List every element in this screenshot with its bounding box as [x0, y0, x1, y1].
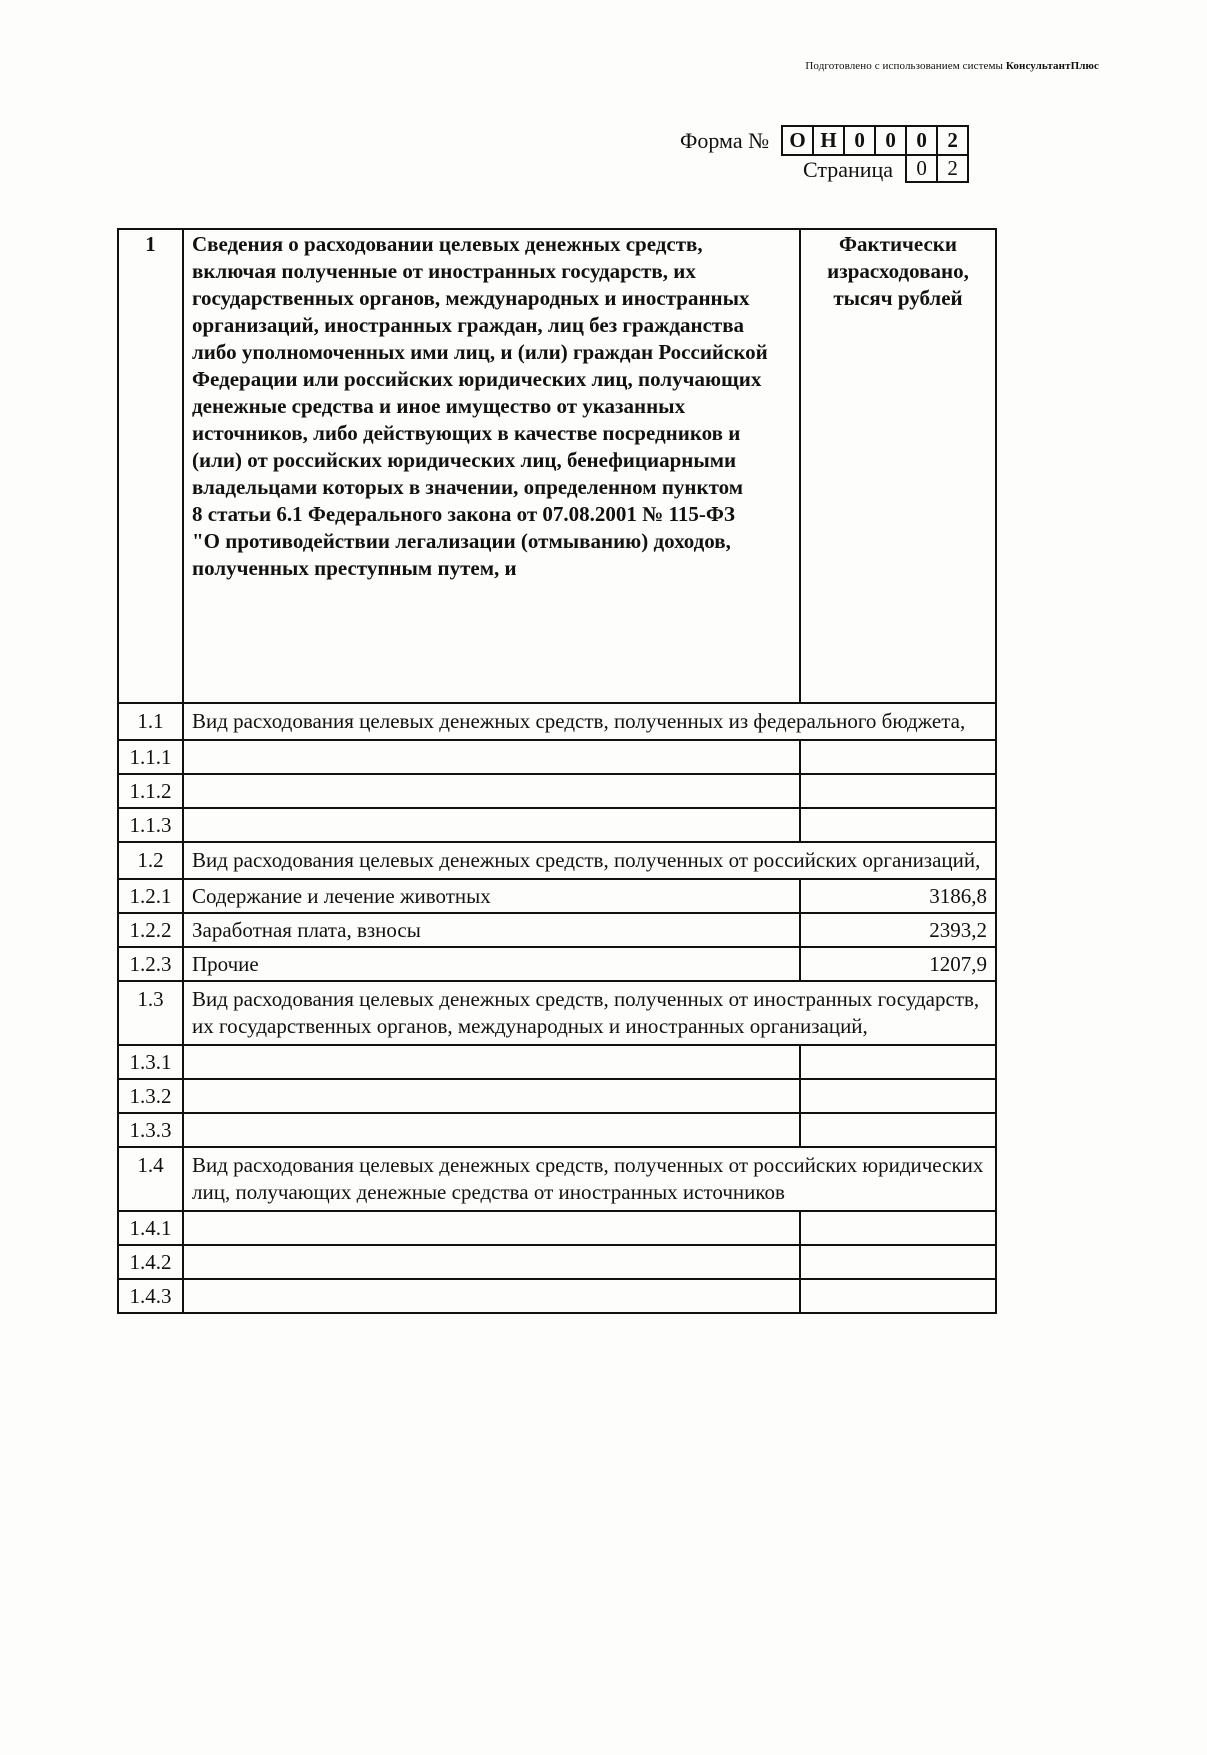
row-value[interactable]: [800, 774, 996, 808]
row-label[interactable]: [183, 1045, 800, 1079]
row-label[interactable]: [183, 740, 800, 774]
header-num: 1: [118, 229, 183, 703]
row-num: 1.3.2: [118, 1079, 183, 1113]
header-value-label: Фактически израсходовано, тысяч рублей: [800, 229, 996, 703]
row-num: 1.2.3: [118, 947, 183, 981]
table-row: [118, 740, 996, 774]
row-value[interactable]: [800, 740, 996, 774]
header-text-law-title: "О противодействии легализации (отмыванию) доходов, полученных преступным путем, и: [192, 529, 731, 580]
row-label[interactable]: [183, 1279, 800, 1313]
row-num: 1.1.3: [118, 808, 183, 842]
row-num: 1.4.2: [118, 1245, 183, 1279]
table-row: [118, 1113, 996, 1147]
row-value[interactable]: [800, 808, 996, 842]
table-row: [118, 1211, 996, 1245]
form-code-cell: О: [783, 127, 814, 154]
table-row: [118, 1245, 996, 1279]
section-text-continued: их государственных органов, международных и иностранных организаций,: [192, 1014, 868, 1038]
section-row: [118, 981, 996, 1045]
row-label[interactable]: Заработная плата, взносы: [183, 913, 800, 947]
row-value[interactable]: 2393,2: [800, 913, 996, 947]
header-text-block: [192, 231, 791, 701]
row-num: 1.3.1: [118, 1045, 183, 1079]
table-row: [118, 808, 996, 842]
row-value[interactable]: [800, 1245, 996, 1279]
table-row: [118, 774, 996, 808]
row-num: 1.4.3: [118, 1279, 183, 1313]
section-row: [118, 703, 996, 740]
row-label[interactable]: [183, 1079, 800, 1113]
row-label[interactable]: [183, 1113, 800, 1147]
section-text: Вид расходования целевых денежных средств, полученных из федерального бюджета,: [183, 703, 996, 740]
section-text-cell: [183, 981, 996, 1045]
row-num: 1.2.2: [118, 913, 183, 947]
expenditure-table: [117, 228, 997, 1314]
page-number-cell: 0: [907, 156, 938, 181]
note-brand: КонсультантПлюс: [1005, 60, 1099, 72]
note-prefix: Подготовлено с использованием системы: [805, 60, 1006, 72]
form-code-cell: 0: [876, 127, 907, 154]
row-value[interactable]: [800, 1279, 996, 1313]
form-number-box: [680, 125, 969, 183]
header-text-cell: [183, 229, 800, 703]
row-label[interactable]: [183, 808, 800, 842]
row-value[interactable]: [800, 1045, 996, 1079]
table-row: [118, 879, 996, 913]
form-code-cell: Н: [814, 127, 845, 154]
form-code-cell: 0: [907, 127, 938, 154]
row-value[interactable]: [800, 1079, 996, 1113]
row-num: 1.4.1: [118, 1211, 183, 1245]
section-text: Вид расходования целевых денежных средств, полученных от иностранных государств,: [192, 987, 980, 1011]
table-header-row: [118, 229, 996, 703]
section-row: [118, 842, 996, 879]
form-number-row: [680, 125, 969, 156]
row-label[interactable]: Прочие: [183, 947, 800, 981]
header-text: Сведения о расходовании целевых денежных средств, включая полученные от иностранных государств, их государственных органов, международных и иностранных организаций, иностранных граждан, лиц без гражданства либо уполномоченных ими лиц, и (или) граждан Российской Федерации или российских юридических лиц, получающих денежные средства и иное имущество от указанных источников, либо действующих в качестве посредников и (или) от российских юридических лиц, бенефициарными владельцами которых в значении, определенном пунктом: [192, 232, 768, 499]
row-label[interactable]: [183, 1245, 800, 1279]
section-num: 1.2: [118, 842, 183, 879]
row-num: 1.1.1: [118, 740, 183, 774]
row-label[interactable]: [183, 774, 800, 808]
page-number-cell: 2: [947, 156, 958, 180]
row-label[interactable]: Содержание и лечение животных: [183, 879, 800, 913]
form-code-cell: 2: [947, 128, 958, 152]
table-row: [118, 1079, 996, 1113]
section-text: Вид расходования целевых денежных средств, полученных от российских юридических лиц, получающих денежные средства от иностранных источников: [183, 1147, 996, 1211]
section-num: 1.4: [118, 1147, 183, 1211]
page-number-label: Страница: [802, 156, 894, 182]
form-code-cell: 0: [845, 127, 876, 154]
row-value[interactable]: [800, 1211, 996, 1245]
header-text-law: 8 статьи 6.1 Федерального закона от 07.08.2001 № 115-ФЗ: [192, 502, 735, 526]
row-label[interactable]: [183, 1211, 800, 1245]
row-value[interactable]: 1207,9: [800, 947, 996, 981]
table-row: [118, 1045, 996, 1079]
form-code-cells: [781, 125, 969, 156]
section-row: [118, 1147, 996, 1211]
table-row: [118, 913, 996, 947]
row-num: 1.3.3: [118, 1113, 183, 1147]
row-value[interactable]: 3186,8: [800, 879, 996, 913]
section-text: Вид расходования целевых денежных средств, полученных от российских организаций,: [183, 842, 996, 879]
table-row: [118, 1279, 996, 1313]
section-num: 1.1: [118, 703, 183, 740]
page-number-cells: [905, 156, 969, 183]
consultant-plus-note: [805, 60, 1099, 72]
table-row: [118, 947, 996, 981]
section-num: 1.3: [118, 981, 183, 1045]
page-number-row: [680, 156, 969, 183]
form-number-label: Форма №: [680, 127, 770, 153]
row-num: 1.2.1: [118, 879, 183, 913]
row-num: 1.1.2: [118, 774, 183, 808]
row-value[interactable]: [800, 1113, 996, 1147]
